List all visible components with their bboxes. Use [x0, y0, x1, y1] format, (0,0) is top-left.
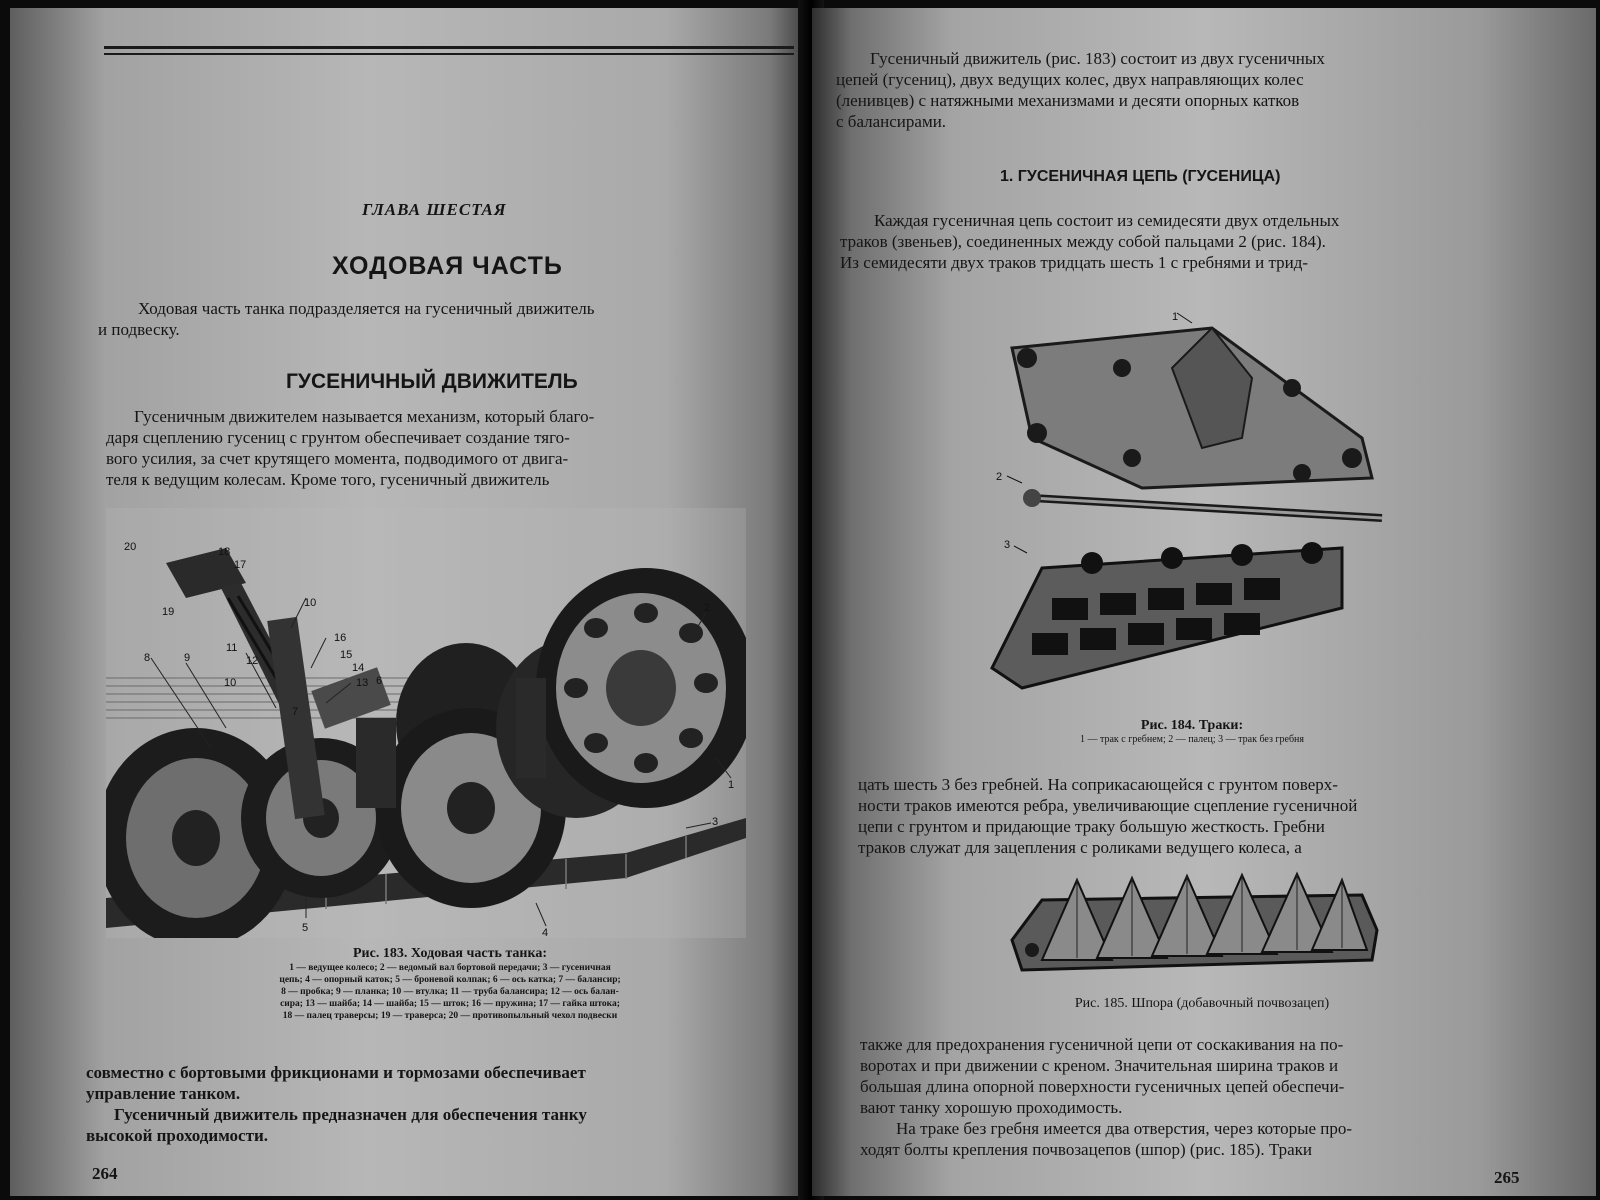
- intro-paragraph: [98, 298, 778, 340]
- figure-label: 10: [224, 677, 237, 689]
- figure-label: 4: [542, 927, 549, 938]
- figure-183-legend-line: 8 — пробка; 9 — планка; 10 — втулка; 11 — труба балансира; 12 — ось балан-: [281, 987, 619, 997]
- header-rule: [104, 46, 794, 49]
- figure-label: 3: [712, 816, 719, 828]
- figure-183-legend-line: цепь; 4 — опорный каток; 5 — броневой колпак; 6 — ось катка; 7 — балансир;: [279, 975, 621, 985]
- right-page: [812, 8, 1596, 1196]
- text-line: совместно с бортовыми фрикционами и тормозами обеспечивает: [86, 1063, 586, 1082]
- figure-label: 13: [356, 677, 369, 689]
- text-line: цать шесть 3 без гребней. На соприкасающейся с грунтом поверх-: [858, 775, 1338, 794]
- figure-label: 6: [376, 675, 383, 687]
- figure-185-spur: [1002, 870, 1382, 980]
- header-rule-thin: [104, 53, 794, 55]
- chapter-title: ХОДОВАЯ ЧАСТЬ: [332, 252, 563, 280]
- figure-label: 15: [340, 649, 353, 661]
- figure-label: 7: [292, 706, 299, 718]
- text-line: также для предохранения гусеничной цепи от соскакивания на по-: [860, 1035, 1344, 1054]
- text-line: цепей (гусениц), двух ведущих колес, двух направляющих колес: [836, 70, 1304, 89]
- text-line: (ленивцев) с натяжными механизмами и десяти опорных катков: [836, 91, 1300, 110]
- text-line: Каждая гусеничная цепь состоит из семидесяти двух отдельных: [874, 211, 1340, 230]
- figure-184-tracks: [982, 308, 1392, 698]
- text-line: ходят болты крепления почвозацепов (шпор) (рис. 185). Траки: [860, 1140, 1312, 1159]
- right-paragraph-4: [860, 1034, 1532, 1160]
- figure-label: 5: [302, 922, 309, 934]
- figure-label: 10: [304, 597, 317, 609]
- figure-label: 20: [124, 541, 137, 553]
- left-page: [10, 8, 810, 1196]
- text-line: траков (звеньев), соединенных между собой пальцами 2 (рис. 184).: [840, 232, 1326, 251]
- text-line: цепи с грунтом и придающие траку большую жесткость. Гребни: [858, 817, 1325, 836]
- text-line: и подвеску.: [98, 320, 180, 339]
- section-title: ГУСЕНИЧНЫЙ ДВИЖИТЕЛЬ: [286, 370, 578, 393]
- text-line: Гусеничным движителем называется механизм, который благо-: [134, 407, 595, 426]
- figure-label: 3: [1004, 539, 1011, 551]
- figure-183-legend-line: 1 — ведущее колесо; 2 — ведомый вал бортовой передачи; 3 — гусеничная: [289, 963, 611, 973]
- text-line: даря сцеплению гусениц с грунтом обеспечивает создание тяго-: [106, 428, 570, 447]
- right-paragraph-3: [858, 774, 1528, 858]
- figure-184-caption: [972, 718, 1412, 745]
- figure-label: 16: [334, 632, 347, 644]
- figure-label: 8: [144, 652, 151, 664]
- figure-184-title: Рис. 184. Траки:: [1140, 718, 1244, 733]
- figure-label: 11: [226, 642, 238, 654]
- text-line: воротах и при движении с креном. Значительная ширина траков и: [860, 1056, 1339, 1075]
- text-line: Гусеничный движитель (рис. 183) состоит из двух гусеничных: [870, 49, 1325, 68]
- figure-label: 1: [1172, 311, 1179, 323]
- text-line: траков служат для зацепления с роликами ведущего колеса, а: [858, 838, 1302, 857]
- figure-label: 14: [352, 662, 365, 674]
- figure-183-legend-line: сира; 13 — шайба; 14 — шайба; 15 — шток; 16 — пружина; 17 — гайка штока;: [280, 999, 620, 1009]
- text-line: На траке без гребня имеется два отверстия, через которые про-: [896, 1119, 1353, 1138]
- figure-183-legend-line: 18 — палец траверсы; 19 — траверса; 20 — противопыльный чехол подвески: [282, 1011, 618, 1021]
- chapter-label: ГЛАВА ШЕСТАЯ: [362, 200, 507, 219]
- text-line: большая длина опорной поверхности гусеничных цепей обеспечи-: [860, 1077, 1345, 1096]
- paragraph-2: [86, 1062, 776, 1146]
- figure-185-caption: Рис. 185. Шпора (добавочный почвозацеп): [1074, 996, 1330, 1011]
- text-line: с балансирами.: [836, 112, 947, 131]
- right-paragraph-2: [840, 210, 1526, 273]
- figure-label: 2: [996, 471, 1003, 483]
- figure-label: 19: [162, 606, 175, 618]
- figure-label: 17: [234, 559, 247, 571]
- figure-183-undercarriage: [106, 508, 746, 938]
- text-line: вого усилия, за счет крутящего момента, подводимого от двига-: [106, 449, 569, 468]
- figure-label: 2: [704, 602, 711, 614]
- text-line: Из семидесяти двух траков тридцать шесть 1 с гребнями и трид-: [840, 253, 1309, 272]
- figure-183-caption: [150, 946, 750, 1022]
- paragraph-1: [106, 406, 776, 490]
- figure-label: 12: [246, 655, 259, 667]
- figure-label: 1: [728, 779, 735, 791]
- section-title-right: 1. ГУСЕНИЧНАЯ ЦЕПЬ (ГУСЕНИЦА): [1000, 168, 1281, 185]
- figure-label: 18: [218, 546, 231, 558]
- text-line: теля к ведущим колесам. Кроме того, гусеничный движитель: [106, 470, 550, 489]
- text-line: высокой проходимости.: [86, 1126, 268, 1145]
- text-line: управление танком.: [86, 1084, 241, 1103]
- text-line: Ходовая часть танка подразделяется на гусеничный движитель: [138, 299, 595, 318]
- figure-184-legend: 1 — трак с гребнем; 2 — палец; 3 — трак без гребня: [1079, 734, 1305, 745]
- figure-label: 9: [184, 652, 191, 664]
- page-number-left: 264: [92, 1164, 118, 1183]
- text-line: Гусеничный движитель предназначен для обеспечения танку: [114, 1105, 587, 1124]
- text-line: ности траков имеются ребра, увеличивающие сцепление гусеничной: [858, 796, 1358, 815]
- page-number-right: 265: [1494, 1168, 1520, 1187]
- figure-183-title: Рис. 183. Ходовая часть танка:: [353, 946, 547, 961]
- text-line: вают танку хорошую проходимость.: [860, 1098, 1123, 1117]
- right-paragraph-1: [836, 48, 1526, 132]
